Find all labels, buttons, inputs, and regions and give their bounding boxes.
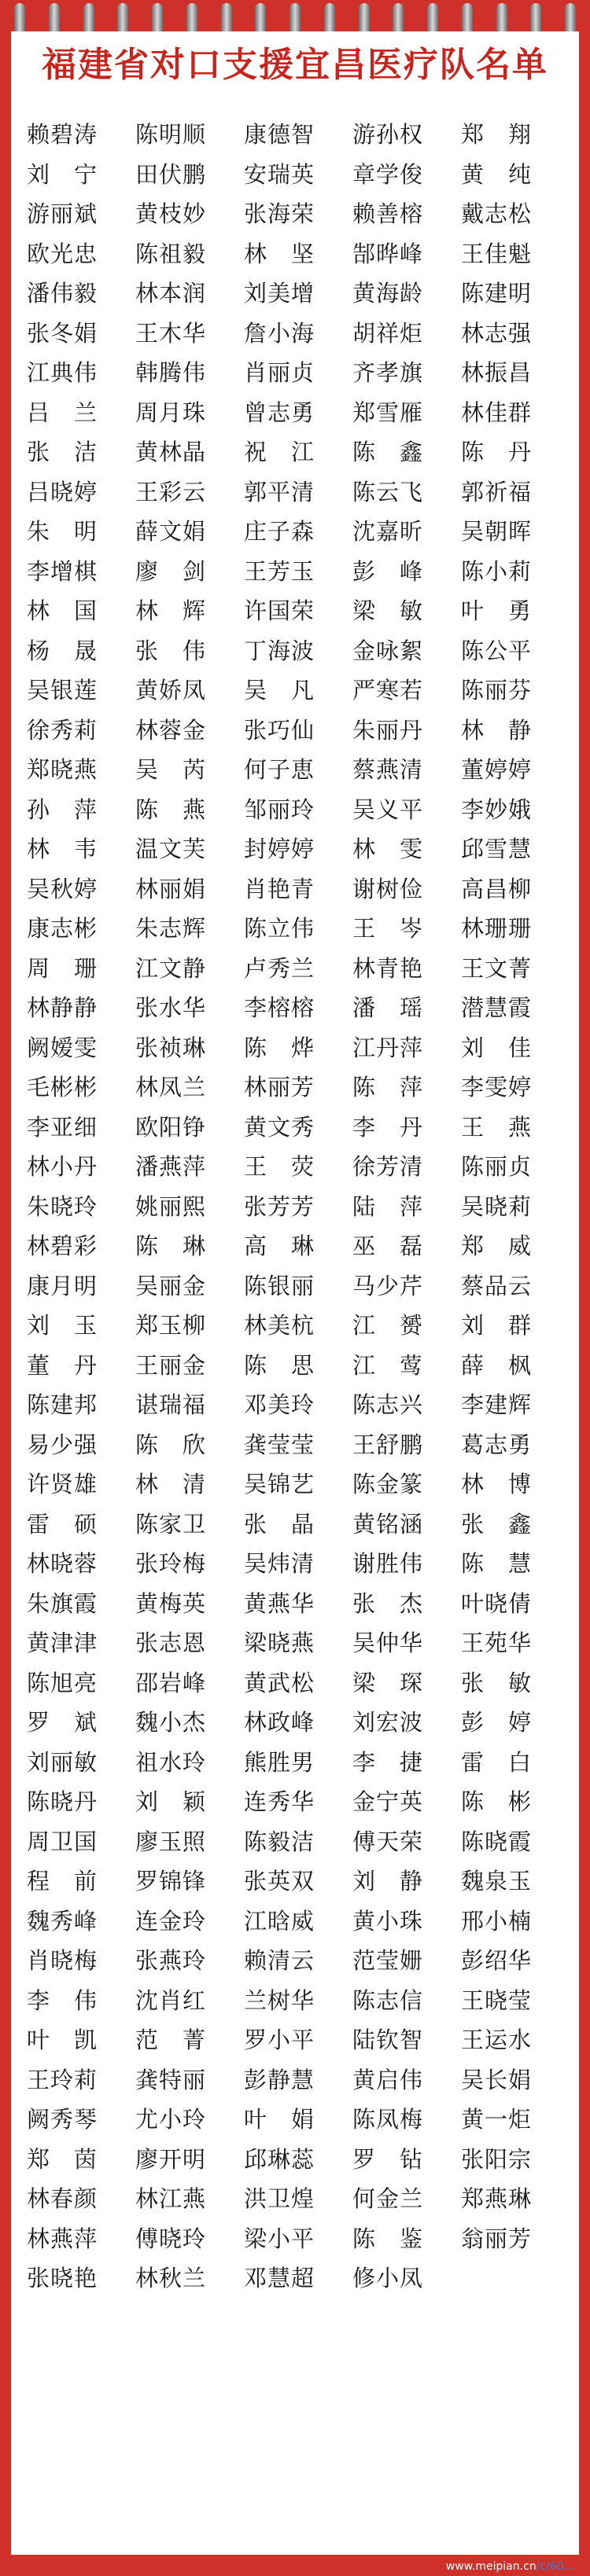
- name-cell: 康志彬: [27, 915, 98, 942]
- name-cell: 王运水: [461, 2027, 533, 2053]
- name-cell: 陈 琳: [135, 1233, 207, 1259]
- name-cell: 安瑞英: [244, 160, 315, 188]
- name-list-sheet: [11, 31, 579, 2555]
- name-cell: 郑雪雁: [352, 399, 424, 426]
- name-cell: 林春颜: [27, 2185, 98, 2212]
- name-cell: 江 赟: [352, 1312, 424, 1339]
- name-cell: 陈 萍: [352, 1074, 424, 1101]
- name-cell: 罗小平: [244, 2027, 315, 2053]
- name-cell: 蔡品云: [461, 1272, 533, 1299]
- name-cell: 魏泉玉: [461, 1868, 533, 1894]
- name-cell: 黄文秀: [244, 1113, 315, 1141]
- name-cell: 李榕榕: [244, 994, 315, 1021]
- name-cell: 郑玉柳: [135, 1312, 207, 1339]
- name-cell: 张冬娟: [27, 319, 98, 347]
- name-cell: 陈 丹: [461, 439, 533, 465]
- name-cell: 沈肖红: [135, 1986, 207, 2014]
- name-cell: 邵岩峰: [135, 1669, 207, 1696]
- name-cell: 陈 思: [244, 1351, 315, 1379]
- name-cell: 黄启伟: [352, 2066, 424, 2093]
- name-cell: 吴银莲: [27, 677, 98, 704]
- name-cell: 江典伟: [27, 359, 98, 386]
- name-cell: 林佳群: [461, 399, 533, 426]
- name-cell: 罗 斌: [27, 1709, 98, 1736]
- name-cell: 李 丹: [352, 1113, 424, 1141]
- name-cell: 康月明: [27, 1272, 98, 1299]
- name-cell: 徐秀莉: [27, 716, 98, 744]
- name-cell: 吴朝晖: [461, 518, 533, 545]
- name-cell: 吴锦艺: [244, 1471, 315, 1497]
- name-cell: 王晓莹: [461, 1986, 533, 2014]
- name-cell: 欧阳铮: [135, 1113, 207, 1141]
- name-cell: 丁海波: [244, 637, 315, 664]
- name-cell: 巫 磊: [352, 1233, 424, 1259]
- name-cell: 黄 纯: [461, 160, 533, 188]
- name-cell: 王木华: [135, 319, 207, 347]
- name-cell: 陈家卫: [135, 1510, 207, 1538]
- name-cell: 游孙权: [352, 121, 424, 148]
- name-cell: 潘伟毅: [27, 280, 98, 307]
- name-cell: 林江燕: [135, 2185, 207, 2212]
- name-cell: 谢树俭: [352, 875, 424, 902]
- name-cell: 江丹萍: [352, 1034, 424, 1061]
- name-cell: 黄林晶: [135, 439, 207, 465]
- name-cell: 李亚细: [27, 1113, 98, 1141]
- name-cell: 罗锦锋: [135, 1868, 207, 1894]
- name-cell: 林晓蓉: [27, 1550, 98, 1577]
- name-cell: 王舒鹏: [352, 1431, 424, 1458]
- name-cell: 陈公平: [461, 637, 533, 664]
- name-cell: 张志恩: [135, 1630, 207, 1656]
- name-cell: 林振昌: [461, 359, 533, 386]
- name-cell: 林小丹: [27, 1153, 98, 1180]
- name-cell: 廖 剑: [135, 557, 207, 585]
- name-cell: 祖水玲: [135, 1748, 207, 1776]
- name-cell: 陈明顺: [135, 121, 207, 148]
- name-cell: 吴 芮: [135, 756, 207, 783]
- name-cell: 陈丽芬: [461, 677, 533, 704]
- name-cell: 叶晓倩: [461, 1589, 533, 1617]
- name-cell: 何金兰: [352, 2185, 424, 2212]
- name-cell: 周卫国: [27, 1828, 98, 1855]
- name-cell: 曾志勇: [244, 399, 315, 426]
- name-cell: 易少强: [27, 1431, 98, 1458]
- name-cell: 彭 峰: [352, 557, 424, 585]
- name-cell: 彭绍华: [461, 1947, 533, 1974]
- name-cell: 潘 瑶: [352, 994, 424, 1021]
- name-cell: 王 岑: [352, 915, 424, 942]
- name-cell: 欧光忠: [27, 240, 98, 267]
- name-cell: 翁丽芳: [461, 2225, 533, 2252]
- name-cell: 林美杭: [244, 1312, 315, 1339]
- name-cell: 陈金篆: [352, 1471, 424, 1497]
- name-cell: 王 燕: [461, 1113, 533, 1141]
- name-cell: 王芳玉: [244, 557, 315, 585]
- name-cell: 傅天荣: [352, 1828, 424, 1855]
- name-cell: 刘 颖: [135, 1788, 207, 1815]
- name-cell: 陈丽贞: [461, 1153, 533, 1180]
- name-cell: 陆 萍: [352, 1192, 424, 1220]
- name-cell: 刘 群: [461, 1312, 533, 1339]
- name-cell: 沈嘉昕: [352, 518, 424, 545]
- name-cell: 王 荧: [244, 1153, 315, 1180]
- name-cell: 许国荣: [244, 597, 315, 624]
- name-cell: 赖善榕: [352, 200, 424, 227]
- name-cell: 王彩云: [135, 478, 207, 505]
- name-cell: 邢小楠: [461, 1907, 533, 1935]
- name-cell: 郑 威: [461, 1233, 533, 1259]
- name-cell: 傅晓玲: [135, 2225, 207, 2252]
- name-cell: 杨 晟: [27, 637, 98, 664]
- name-cell: 叶 娟: [244, 2106, 315, 2133]
- name-cell: 许贤雄: [27, 1471, 98, 1497]
- name-cell: 陈 烨: [244, 1034, 315, 1061]
- name-cell: 陈立伟: [244, 915, 315, 942]
- name-cell: 陆钦智: [352, 2027, 424, 2053]
- name-cell: 张 杰: [352, 1589, 424, 1617]
- name-cell: 张 晶: [244, 1510, 315, 1538]
- name-cell: 温文芙: [135, 836, 207, 862]
- name-cell: 赖清云: [244, 1947, 315, 1974]
- name-cell: 詹小海: [244, 319, 315, 347]
- name-cell: 张 洁: [27, 439, 98, 465]
- watermark-footer: [446, 2560, 574, 2573]
- name-cell: 陈 燕: [135, 796, 207, 823]
- name-cell: 肖艳青: [244, 875, 315, 902]
- name-cell: 吴秋婷: [27, 875, 98, 902]
- name-cell: 林燕萍: [27, 2225, 98, 2252]
- name-cell: 兰树华: [244, 1986, 315, 2014]
- name-cell: 彭 婷: [461, 1709, 533, 1736]
- name-cell: 连秀华: [244, 1788, 315, 1815]
- name-cell: 林蓉金: [135, 716, 207, 744]
- name-cell: 董婷婷: [461, 756, 533, 783]
- name-cell: 陈志兴: [352, 1391, 424, 1418]
- name-cell: 林志强: [461, 319, 533, 347]
- name-grid: [27, 115, 570, 2299]
- name-cell: 刘美增: [244, 280, 315, 307]
- name-cell: 江文静: [135, 954, 207, 982]
- name-cell: 郜晔峰: [352, 240, 424, 267]
- name-cell: 李建辉: [461, 1391, 533, 1418]
- name-cell: 朱丽丹: [352, 716, 424, 744]
- name-cell: 郭平清: [244, 478, 315, 505]
- name-cell: 葛志勇: [461, 1431, 533, 1458]
- name-cell: 龚特丽: [135, 2066, 207, 2093]
- name-cell: 刘宏波: [352, 1709, 424, 1736]
- name-cell: 陈 鉴: [352, 2225, 424, 2252]
- name-cell: 周 珊: [27, 954, 98, 982]
- name-cell: 郑燕琳: [461, 2185, 533, 2212]
- name-cell: 林 辉: [135, 597, 207, 624]
- name-cell: 周月珠: [135, 399, 207, 426]
- name-cell: 尤小玲: [135, 2106, 207, 2133]
- name-cell: 廖开明: [135, 2145, 207, 2173]
- name-cell: 林 雯: [352, 836, 424, 862]
- name-cell: 熊胜男: [244, 1748, 315, 1776]
- name-cell: 魏小杰: [135, 1709, 207, 1736]
- name-cell: 陈 慧: [461, 1550, 533, 1577]
- name-cell: 肖晓梅: [27, 1947, 98, 1974]
- name-cell: 陈建邦: [27, 1391, 98, 1418]
- name-cell: 邓美玲: [244, 1391, 315, 1418]
- name-cell: 陈建明: [461, 280, 533, 307]
- name-cell: 李 伟: [27, 1986, 98, 2014]
- name-cell: 张水华: [135, 994, 207, 1021]
- name-cell: 张 伟: [135, 637, 207, 664]
- name-cell: 祝 江: [244, 439, 315, 465]
- name-cell: 罗 钻: [352, 2145, 424, 2173]
- name-cell: 庄子森: [244, 518, 315, 545]
- name-cell: 梁 敏: [352, 597, 424, 624]
- name-cell: 林 静: [461, 716, 533, 744]
- name-cell: 陈旭亮: [27, 1669, 98, 1696]
- name-cell: 林凤兰: [135, 1074, 207, 1101]
- name-cell: 林本润: [135, 280, 207, 307]
- name-cell: 黄小珠: [352, 1907, 424, 1935]
- name-cell: 张 敏: [461, 1669, 533, 1696]
- name-cell: 潜慧霞: [461, 994, 533, 1021]
- name-cell: 雷 白: [461, 1748, 533, 1776]
- name-cell: 陈晓丹: [27, 1788, 98, 1815]
- name-cell: 吴炜清: [244, 1550, 315, 1577]
- name-cell: 王丽金: [135, 1351, 207, 1379]
- name-cell: 陈志信: [352, 1986, 424, 2014]
- name-cell: 康德智: [244, 121, 315, 148]
- name-cell: 洪卫煌: [244, 2185, 315, 2212]
- name-cell: 薛文娟: [135, 518, 207, 545]
- name-cell: 游丽斌: [27, 200, 98, 227]
- name-cell: 郑晓燕: [27, 756, 98, 783]
- page-title: 福建省对口支援宜昌医疗队名单: [42, 45, 548, 85]
- name-cell: 谌瑞福: [135, 1391, 207, 1418]
- name-cell: 阙秀琴: [27, 2106, 98, 2133]
- name-cell: 蔡燕清: [352, 756, 424, 783]
- name-cell: 张晓艳: [27, 2265, 98, 2291]
- name-cell: 黄武松: [244, 1669, 315, 1696]
- footer-site: www.meipian.cn: [445, 2560, 537, 2573]
- name-cell: 朱晓玲: [27, 1192, 98, 1220]
- name-cell: 胡祥炬: [352, 319, 424, 347]
- name-cell: 严寒若: [352, 677, 424, 704]
- name-cell: 王文菁: [461, 954, 533, 982]
- name-cell: 黄娇凤: [135, 677, 207, 704]
- name-cell: 黄燕华: [244, 1589, 315, 1617]
- name-cell: 林 博: [461, 1471, 533, 1497]
- name-cell: 邓慧超: [244, 2265, 315, 2291]
- name-cell: 林丽芳: [244, 1074, 315, 1101]
- name-cell: 徐芳清: [352, 1153, 424, 1180]
- name-cell: 姚丽熙: [135, 1192, 207, 1220]
- name-cell: 林 韦: [27, 836, 98, 862]
- name-cell: 邱雪慧: [461, 836, 533, 862]
- name-cell: 齐孝旗: [352, 359, 424, 386]
- name-cell: 潘燕萍: [135, 1153, 207, 1180]
- name-cell: 林秋兰: [135, 2265, 207, 2291]
- name-cell: 金宁英: [352, 1788, 424, 1815]
- name-cell: 谢胜伟: [352, 1550, 424, 1577]
- name-cell: 吴义平: [352, 796, 424, 823]
- name-cell: 邱琳蕊: [244, 2145, 315, 2173]
- name-cell: 陈毅洁: [244, 1828, 315, 1855]
- name-cell: 吕 兰: [27, 399, 98, 426]
- name-cell: 梁晓燕: [244, 1630, 315, 1656]
- name-cell: 黄梅英: [135, 1589, 207, 1617]
- name-cell: 黄枝妙: [135, 200, 207, 227]
- name-cell: 章学俊: [352, 160, 424, 188]
- name-cell: 吴长娟: [461, 2066, 533, 2093]
- name-cell: 刘 玉: [27, 1312, 98, 1339]
- name-cell: 叶 凯: [27, 2027, 98, 2053]
- name-cell: 叶 勇: [461, 597, 533, 624]
- name-cell: 张巧仙: [244, 716, 315, 744]
- name-cell: 林青艳: [352, 954, 424, 982]
- name-cell: 龚莹莹: [244, 1431, 315, 1458]
- name-cell: 修小凤: [352, 2265, 424, 2291]
- name-cell: 张阳宗: [461, 2145, 533, 2173]
- name-cell: 黄津津: [27, 1630, 98, 1656]
- name-cell: 连金玲: [135, 1907, 207, 1935]
- name-cell: 林 国: [27, 597, 98, 624]
- name-cell: 陈 鑫: [352, 439, 424, 465]
- name-cell: 黄一炬: [461, 2106, 533, 2133]
- name-cell: 孙 萍: [27, 796, 98, 823]
- name-cell: 阙嫒雯: [27, 1034, 98, 1061]
- name-cell: 郭祈福: [461, 478, 533, 505]
- name-cell: 彭静慧: [244, 2066, 315, 2093]
- name-cell: 封婷婷: [244, 836, 315, 862]
- name-cell: 朱 明: [27, 518, 98, 545]
- name-cell: 张玲梅: [135, 1550, 207, 1577]
- name-cell: 程 前: [27, 1868, 98, 1894]
- name-cell: 郑 翔: [461, 121, 533, 148]
- name-cell: 刘 静: [352, 1868, 424, 1894]
- name-cell: 林 清: [135, 1471, 207, 1497]
- name-cell: 梁小平: [244, 2225, 315, 2252]
- name-cell: 陈祖毅: [135, 240, 207, 267]
- name-cell: 林政峰: [244, 1709, 315, 1736]
- name-cell: 陈小莉: [461, 557, 533, 585]
- name-cell: 王玲莉: [27, 2066, 98, 2093]
- name-cell: 范 菁: [135, 2027, 207, 2053]
- name-cell: 陈云飞: [352, 478, 424, 505]
- name-cell: 刘丽敏: [27, 1748, 98, 1776]
- name-cell: 吴 凡: [244, 677, 315, 704]
- name-cell: 赖碧涛: [27, 121, 98, 148]
- name-cell: 陈银丽: [244, 1272, 315, 1299]
- name-cell: 王苑华: [461, 1630, 533, 1656]
- name-cell: 马少芹: [352, 1272, 424, 1299]
- name-cell: 吴仲华: [352, 1630, 424, 1656]
- name-cell: 雷 硕: [27, 1510, 98, 1538]
- name-cell: 李妙娥: [461, 796, 533, 823]
- name-cell: 韩腾伟: [135, 359, 207, 386]
- name-cell: 林碧彩: [27, 1233, 98, 1259]
- name-cell: 张芳芳: [244, 1192, 315, 1220]
- footer-id: /c/60...: [536, 2560, 574, 2573]
- name-cell: 张海荣: [244, 200, 315, 227]
- name-cell: 梁 琛: [352, 1669, 424, 1696]
- name-cell: 王佳魁: [461, 240, 533, 267]
- name-cell: 朱旗霞: [27, 1589, 98, 1617]
- name-cell: 薛 枫: [461, 1351, 533, 1379]
- name-cell: 高 琳: [244, 1233, 315, 1259]
- name-cell: 廖玉照: [135, 1828, 207, 1855]
- name-cell: 李 捷: [352, 1748, 424, 1776]
- name-cell: 郑 茵: [27, 2145, 98, 2173]
- name-cell: 范莹姗: [352, 1947, 424, 1974]
- name-cell: 张祯琳: [135, 1034, 207, 1061]
- name-cell: 刘 佳: [461, 1034, 533, 1061]
- name-cell: 毛彬彬: [27, 1074, 98, 1101]
- name-cell: 朱志辉: [135, 915, 207, 942]
- name-cell: 张英双: [244, 1868, 315, 1894]
- name-cell: 吴晓莉: [461, 1192, 533, 1220]
- name-cell: 林丽娟: [135, 875, 207, 902]
- name-cell: 李增棋: [27, 557, 98, 585]
- name-cell: 魏秀峰: [27, 1907, 98, 1935]
- name-cell: 金咏絮: [352, 637, 424, 664]
- name-cell: 陈 彬: [461, 1788, 533, 1815]
- name-cell: 张 鑫: [461, 1510, 533, 1538]
- name-cell: 田伏鹏: [135, 160, 207, 188]
- name-cell: 刘 宁: [27, 160, 98, 188]
- name-cell: 陈凤梅: [352, 2106, 424, 2133]
- name-cell: 林静静: [27, 994, 98, 1021]
- name-cell: 董 丹: [27, 1351, 98, 1379]
- name-cell: 高昌柳: [461, 875, 533, 902]
- name-cell: 陈 欣: [135, 1431, 207, 1458]
- name-cell: 何子恵: [244, 756, 315, 783]
- name-cell: 戴志松: [461, 200, 533, 227]
- name-cell: 陈晓霞: [461, 1828, 533, 1855]
- name-cell: 邹丽玲: [244, 796, 315, 823]
- name-cell: 张燕玲: [135, 1947, 207, 1974]
- name-cell: 江 莺: [352, 1351, 424, 1379]
- name-cell: 江晗威: [244, 1907, 315, 1935]
- name-cell: 林 坚: [244, 240, 315, 267]
- name-cell: 黄海龄: [352, 280, 424, 307]
- name-cell: 黄铭涵: [352, 1510, 424, 1538]
- name-cell: 卢秀兰: [244, 954, 315, 982]
- name-cell: 吴丽金: [135, 1272, 207, 1299]
- name-cell: 林珊珊: [461, 915, 533, 942]
- name-cell: 肖丽贞: [244, 359, 315, 386]
- name-cell: 吕晓婷: [27, 478, 98, 505]
- name-cell: 李雯婷: [461, 1074, 533, 1101]
